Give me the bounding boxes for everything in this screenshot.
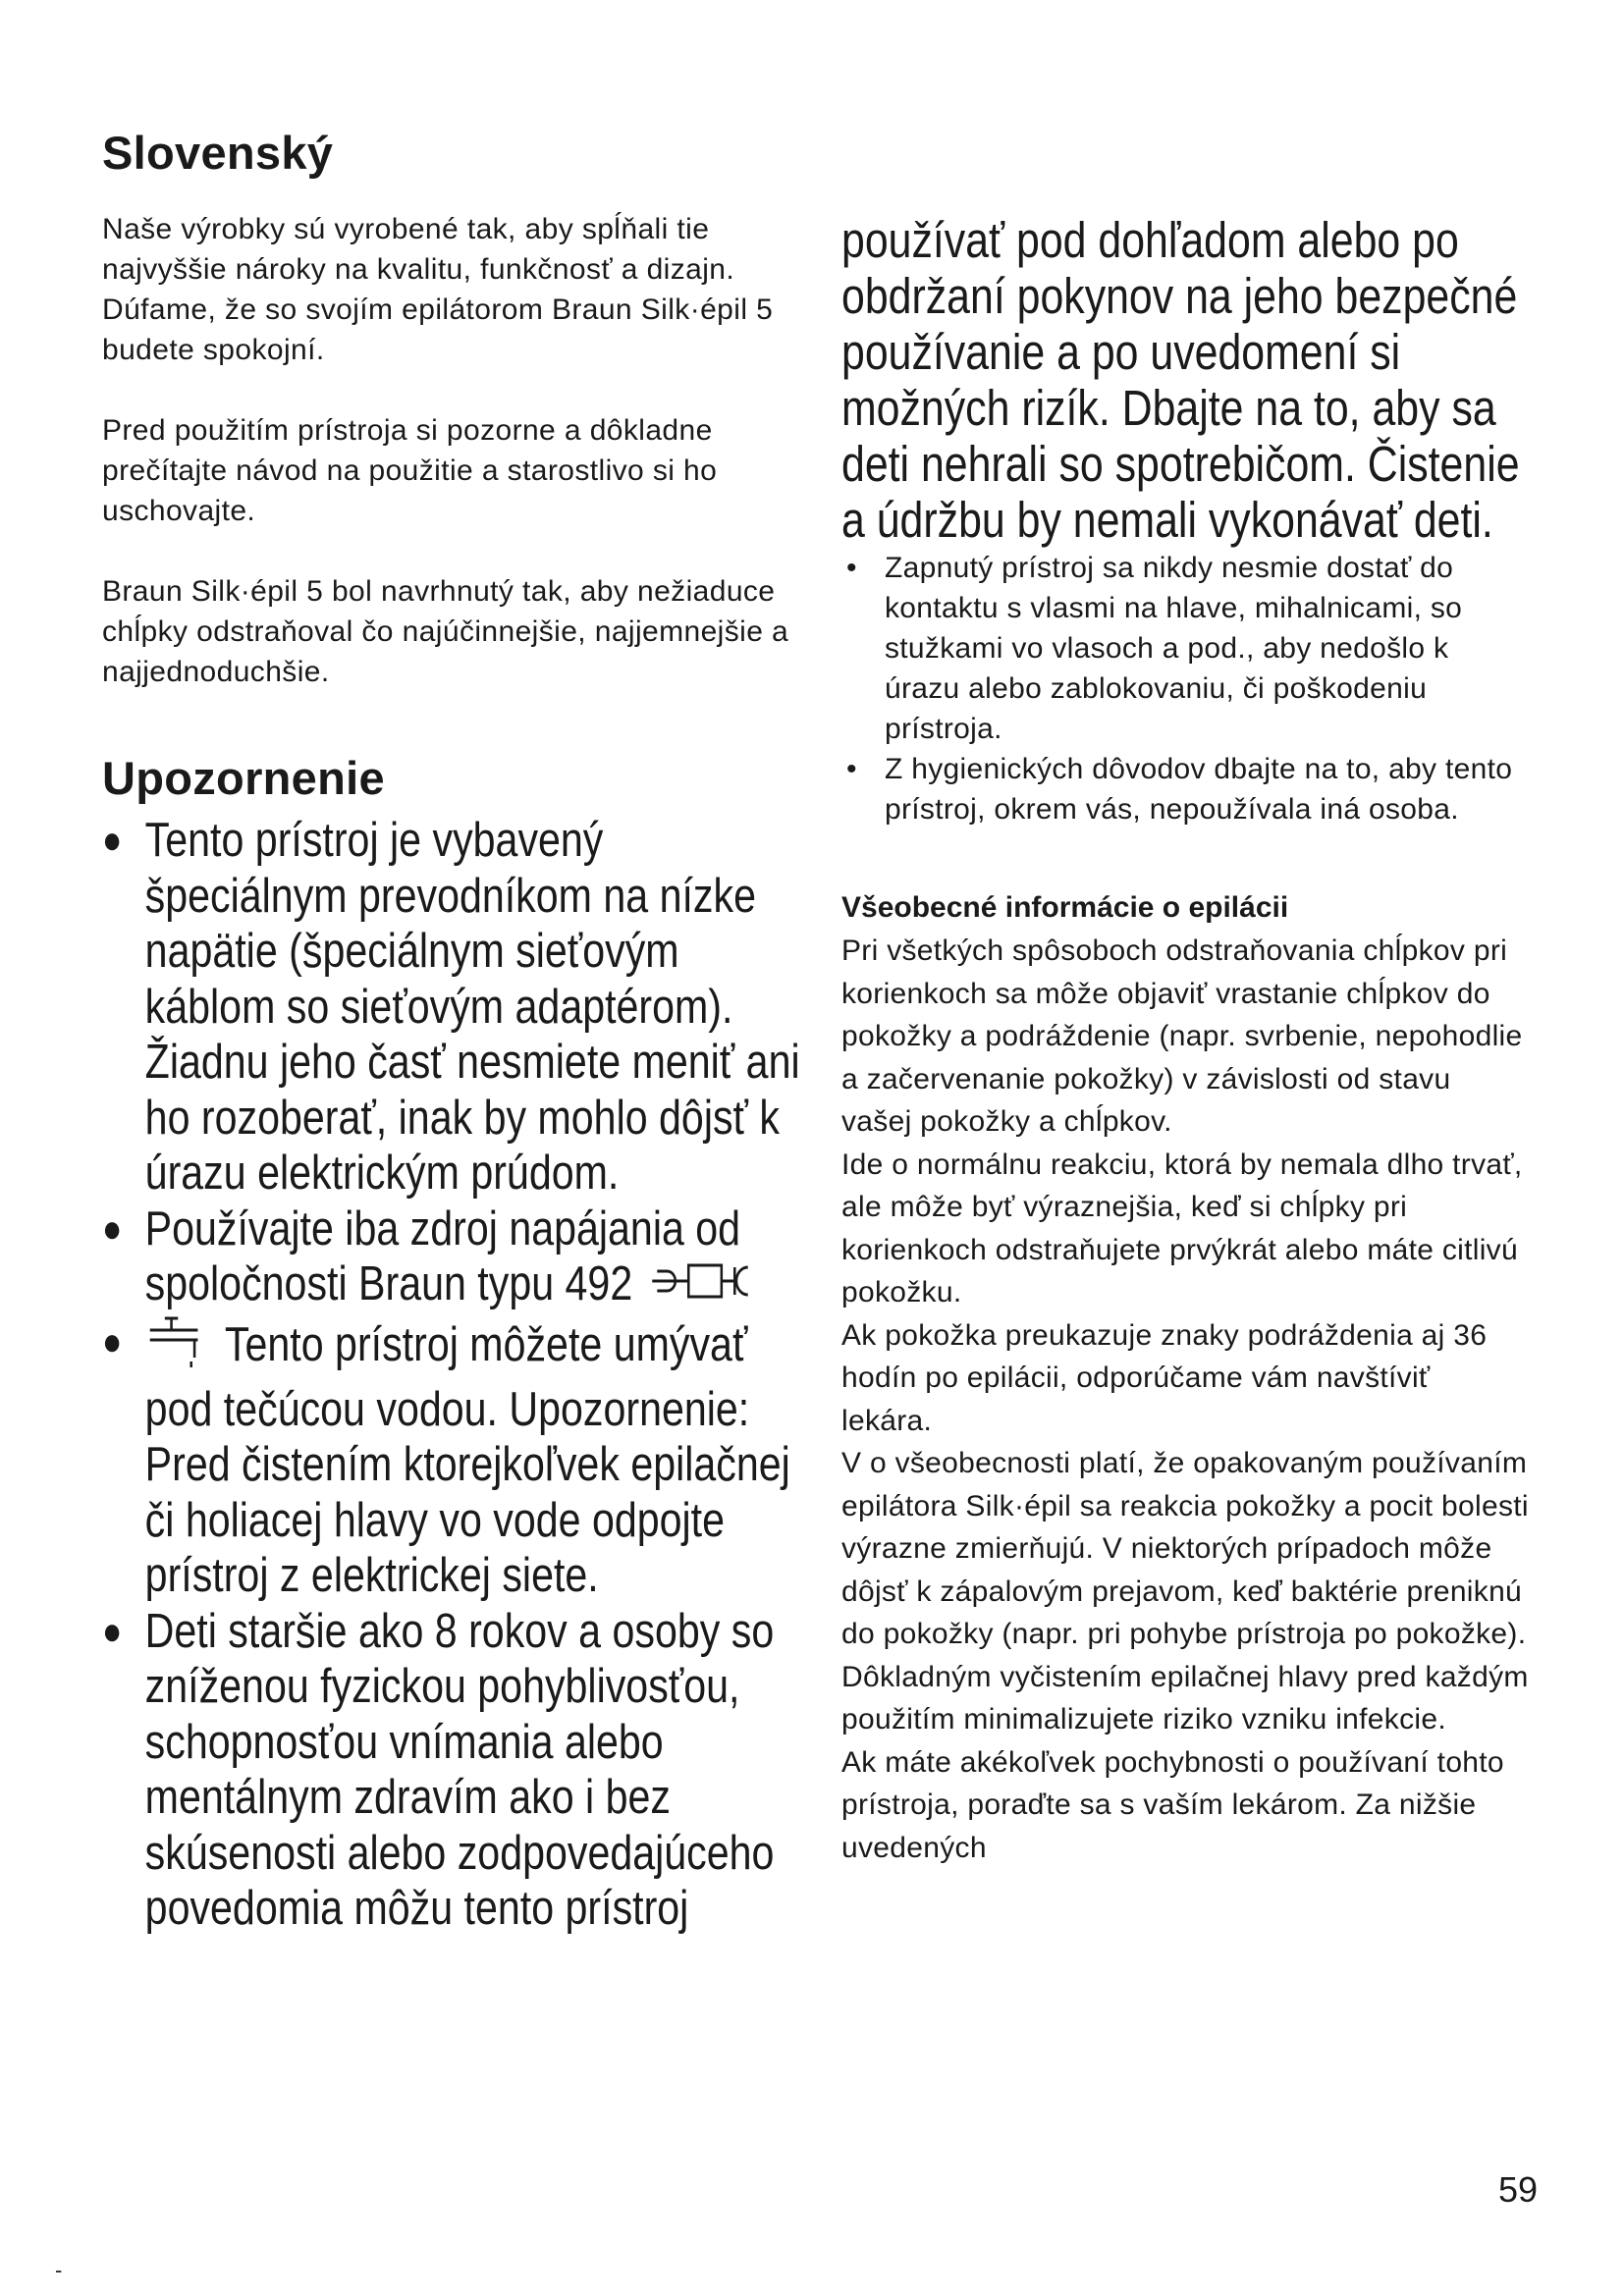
footer-mark: - [55,2258,63,2282]
power-adapter-icon [650,1259,752,1315]
general-paragraph-4: V o všeobecnosti platí, že opakovaným používaním epilátora Silk·épil sa reakcia pokožky a pocit bolesti výrazne zmierňujú. V niektorých prípadoch môže dôjsť k zápalovým prejavom, keď baktérie preniknú do pokožky (napr. pri pohybe prístroja po pokožke). [841,1447,1529,1650]
bullet-icon: • [846,753,857,785]
water-tap-icon [148,1314,199,1382]
warning-item [102,813,809,1201]
left-column [102,126,809,1937]
warning-item [102,1201,809,1315]
warning-item [102,1604,809,1937]
bullet-icon: ● [102,1320,123,1364]
general-paragraph-1: Pri všetkých spôsoboch odstraňovania chĺpkov pri korienkoch sa môže objaviť vrastanie chĺpkov do pokožky a podráždenie (napr. svrbenie, nepohodlie a začervenanie pokožky) v závislosti od stavu vašej pokožky a chĺpkov. [841,934,1523,1138]
warning-text-2: Používajte iba zdroj napájania od spoločnosti Braun typu 492 [144,1201,741,1310]
bullet-icon: ● [102,1609,123,1653]
right-column [841,212,1529,1869]
warning-continuation: používať pod dohľadom alebo po obdržaní pokynov na jeho bezpečné používanie a po uvedomení si možných rizík. Dbajte na to, aby sa deti nehrali so spotrebičom. Čistenie a údržbu by nemali vykonávať deti. [841,212,1520,548]
general-info-heading: Všeobecné informácie o epilácii [841,891,1289,924]
page-title: Slovenský [102,127,334,179]
general-paragraph-2: Ide o normálnu reakciu, ktorá by nemala dlho trvať, ale môže byť výraznejšia, keď si chĺpky pri korienkoch odstraňujete prvýkrát alebo máte citlivú pokožku. [841,1148,1523,1308]
warning-text-4: Deti staršie ako 8 rokov a osoby so zníženou fyzickou pohyblivosťou, schopnosťou vnímania alebo mentálnym zdravím ako i bez skúsenosti alebo zodpovedajúceho povedomia môžu tento prístroj [144,1604,775,1936]
warning-heading: Upozornenie [102,752,385,804]
warning-list [102,813,809,1937]
warning-text-3-lead: Tento prístroj môžete [224,1318,603,1372]
general-paragraph-6: Ak máte akékoľvek pochybnosti o používaní tohto prístroja, poraďte sa s vaším lekárom. Za nižšie uvedených [841,1745,1504,1864]
warning-text-6: Z hygienických dôvodov dbajte na to, aby tento prístroj, okrem vás, nepoužívala iná osoba. [885,753,1513,826]
warning-item [102,1314,809,1604]
warning-text-5: Zapnutý prístroj sa nikdy nesmie dostať do kontaktu s vlasmi na hlave, mihalnicami, so stužkami vo vlasoch a pod., aby nedošlo k úrazu alebo zablokovaniu, či poškodeniu prístroja. [885,552,1463,745]
intro-paragraph-3: Braun Silk·épil 5 bol navrhnutý tak, aby nežiaduce chĺpky odstraňoval čo najúčinnejšie, najjemnejšie a najjednoduchšie. [102,575,789,688]
general-paragraph-5: Dôkladným vyčistením epilačnej hlavy pred každým použitím minimalizujete riziko vzniku infekcie. [841,1660,1529,1735]
warning-list-continued [841,548,1529,829]
warning-item [841,548,1529,749]
bullet-icon: • [846,552,857,584]
warning-text-3: umývať pod tečúcou vodou. Upozornenie: Pred čistením ktorejkoľvek epilačnej či holiacej hlavy vo vode odpojte prístroj z elektrickej siete. [144,1318,790,1603]
general-paragraph-3: Ak pokožka preukazuje znaky podráždenia aj 36 hodín po epilácii, odporúčame vám navštíviť lekára. [841,1318,1488,1437]
page-number: 59 [1497,2169,1538,2210]
intro-paragraph-2: Pred použitím prístroja si pozorne a dôkladne prečítajte návod na použitie a starostlivo si ho uschovajte. [102,414,718,527]
warning-text-1: Tento prístroj je vybavený špeciálnym prevodníkom na nízke napätie (špeciálnym sieťovým káblom so sieťovým adaptérom). Žiadnu jeho časť nesmiete meniť ani ho rozoberať, inak by mohlo dôjsť k úrazu elektrickým prúdom. [144,814,800,1200]
intro-paragraph-1: Naše výrobky sú vyrobené tak, aby spĺňali tie najvyššie nároky na kvalitu, funkčnosť a dizajn. Dúfame, že so svojím epilátorom Braun Silk·épil 5 budete spokojní. [102,213,774,366]
warning-item [841,749,1529,829]
bullet-icon: ● [102,819,123,862]
bullet-icon: ● [102,1206,123,1251]
